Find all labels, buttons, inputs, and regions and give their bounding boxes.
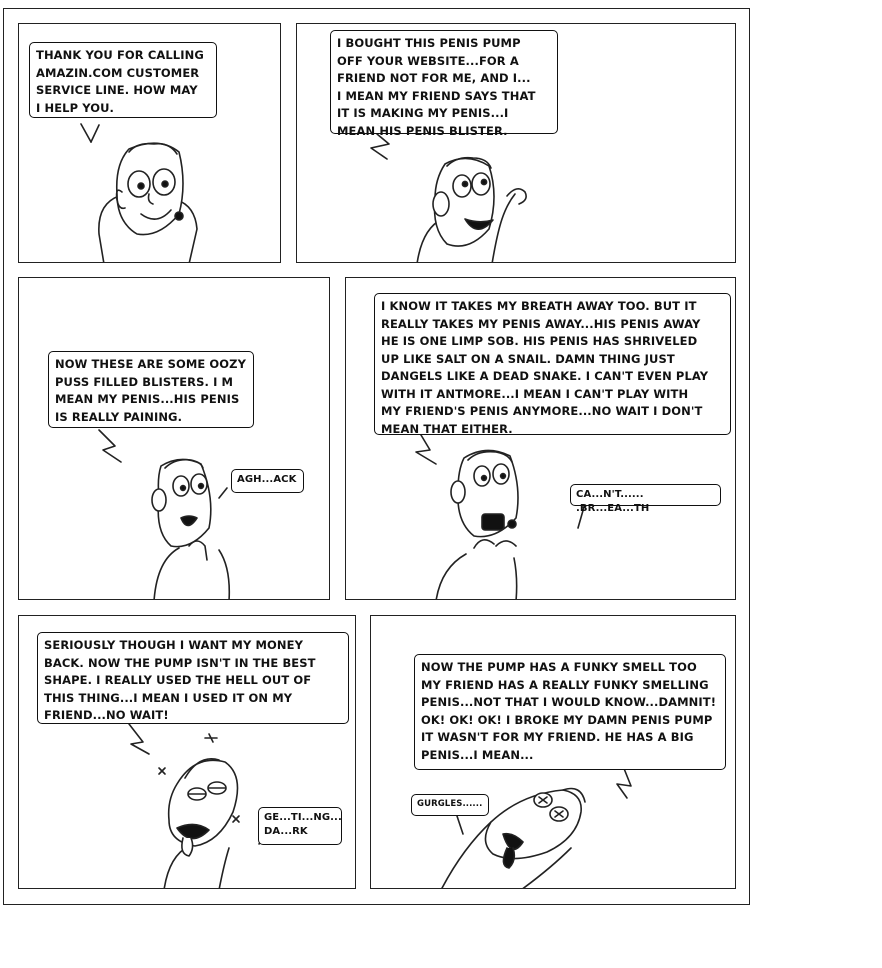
comic-panel-6	[370, 615, 736, 889]
speech-bubble: GE...TI...NG... DA...RK	[258, 807, 342, 845]
speech-bubble: CA...N'T...... .BR...EA...TH	[570, 484, 721, 506]
comic-panel-2	[296, 23, 736, 263]
speech-bubble: AGH...ACK	[231, 469, 304, 493]
speech-bubble: THANK YOU FOR CALLING AMAZIN.COM CUSTOMER SERVICE LINE. HOW MAY I HELP YOU.	[29, 42, 217, 118]
speech-bubble: SERIOUSLY THOUGH I WANT MY MONEY BACK. NOW THE PUMP ISN'T IN THE BEST SHAPE. I REALLY USED THE HELL OUT OF THIS THING...I MEAN I USED IT ON MY FRIEND...NO WAIT!	[37, 632, 349, 724]
speech-bubble: NOW THESE ARE SOME OOZY PUSS FILLED BLISTERS. I M MEAN MY PENIS...HIS PENIS IS REALLY PAINING.	[48, 351, 254, 428]
character-drawing	[19, 278, 330, 600]
speech-bubble: GURGLES......	[411, 794, 489, 816]
comic-panel-4	[345, 277, 736, 600]
speech-bubble: I KNOW IT TAKES MY BREATH AWAY TOO. BUT IT REALLY TAKES MY PENIS AWAY...HIS PENIS AWAY HE IS ONE LIMP SOB. HIS PENIS HAS SHRIVELED UP LIKE SALT ON A SNAIL. DAMN THING JUST DANGELS LIKE A DEAD SNAKE. I CAN'T EVEN PLAY WITH IT ANTMORE...I MEAN I CAN'T PLAY WITH MY FRIEND'S PENIS ANYMORE...NO WAIT I DON'T MEAN THAT EITHER.	[374, 293, 731, 435]
comic-panel-5	[18, 615, 356, 889]
speech-bubble: I BOUGHT THIS PENIS PUMP OFF YOUR WEBSITE...FOR A FRIEND NOT FOR ME, AND I... I MEAN MY FRIEND SAYS THAT IT IS MAKING MY PENIS...I MEAN HIS PENIS BLISTER.	[330, 30, 558, 134]
speech-bubble: NOW THE PUMP HAS A FUNKY SMELL TOO MY FRIEND HAS A REALLY FUNKY SMELLING PENIS...NOT THAT I WOULD KNOW...DAMNIT! OK! OK! OK! I BROKE MY DAMN PENIS PUMP IT WASN'T FOR MY FRIEND. HE HAS A BIG PENIS...I MEAN...	[414, 654, 726, 770]
comic-panel-3	[18, 277, 330, 600]
comic-panel-1	[18, 23, 281, 263]
